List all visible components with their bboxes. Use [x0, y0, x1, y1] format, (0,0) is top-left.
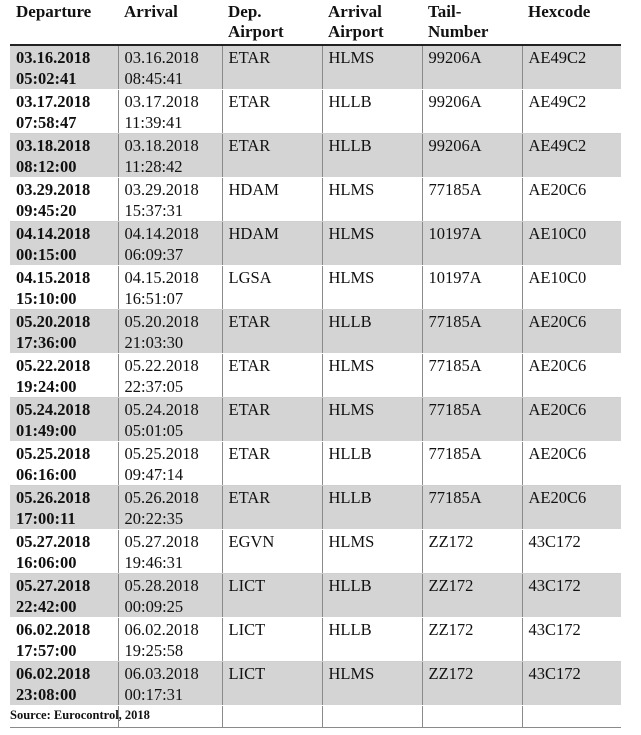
source-caption: Source: Eurocontrol, 2018: [10, 708, 150, 722]
cell-text: 43C172: [528, 664, 581, 683]
tail-number-cell: [422, 266, 522, 310]
cell-text: HLMS: [328, 532, 375, 551]
arrival-airport-cell: [322, 310, 422, 354]
cell-text: 05.25.2018: [16, 444, 91, 463]
tail-number-cell: [422, 45, 522, 90]
cell-text: HLLB: [328, 576, 372, 595]
departure-cell: [10, 222, 118, 266]
header-arrival: Arrival: [118, 0, 222, 45]
departure-cell: [10, 662, 118, 706]
tail-number-cell: [422, 178, 522, 222]
cell-text: 05.20.2018: [124, 312, 199, 331]
dep-airport-cell: [222, 398, 322, 442]
cell-text: 03.29.2018: [16, 180, 91, 199]
cell-text: 11:39:41: [124, 113, 183, 132]
cell-text: 09:47:14: [124, 465, 184, 484]
cell-text: AE20C6: [528, 180, 587, 199]
hexcode-cell: [522, 354, 621, 398]
departure-cell: [10, 178, 118, 222]
empty-cell: [222, 706, 322, 728]
cell-text: 05.24.2018: [124, 400, 199, 419]
cell-text: 03.16.2018: [124, 48, 199, 67]
flight-table: [10, 0, 621, 728]
table-row: [10, 486, 621, 530]
table-row: [10, 398, 621, 442]
cell-text: LGSA: [228, 268, 272, 287]
table-row: [10, 442, 621, 486]
tail-number-cell: [422, 486, 522, 530]
arrival-airport-cell: [322, 442, 422, 486]
hexcode-cell: [522, 310, 621, 354]
cell-text: 06.02.2018: [16, 620, 91, 639]
header-departure: Departure: [10, 0, 118, 45]
cell-text: ETAR: [228, 356, 271, 375]
departure-cell: [10, 354, 118, 398]
arrival-cell: [118, 354, 222, 398]
arrival-airport-cell: [322, 222, 422, 266]
tail-number-cell: [422, 530, 522, 574]
cell-text: 03.17.2018: [124, 92, 199, 111]
arrival-cell: [118, 266, 222, 310]
cell-text: 23:08:00: [16, 685, 77, 704]
cell-text: 77185A: [428, 180, 482, 199]
cell-text: 43C172: [528, 620, 581, 639]
departure-cell: [10, 266, 118, 310]
hexcode-cell: [522, 530, 621, 574]
tail-number-cell: [422, 90, 522, 134]
table-row: [10, 266, 621, 310]
arrival-airport-cell: [322, 90, 422, 134]
table-body: [10, 45, 621, 728]
cell-text: 05.27.2018: [16, 532, 91, 551]
cell-text: AE49C2: [528, 92, 587, 111]
cell-text: HLMS: [328, 48, 375, 67]
arrival-airport-cell: [322, 486, 422, 530]
cell-text: 19:46:31: [124, 553, 184, 572]
arrival-airport-cell: [322, 618, 422, 662]
dep-airport-cell: [222, 266, 322, 310]
arrival-airport-cell: [322, 266, 422, 310]
tail-number-cell: [422, 222, 522, 266]
cell-text: HLMS: [328, 664, 375, 683]
cell-text: 77185A: [428, 312, 482, 331]
cell-text: 43C172: [528, 576, 581, 595]
table-row: [10, 662, 621, 706]
cell-text: 21:03:30: [124, 333, 184, 352]
cell-text: AE20C6: [528, 400, 587, 419]
cell-text: 10197A: [428, 224, 482, 243]
empty-cell: [322, 706, 422, 728]
cell-text: 05:01:05: [124, 421, 184, 440]
cell-text: HLLB: [328, 312, 372, 331]
dep-airport-cell: [222, 662, 322, 706]
cell-text: 17:36:00: [16, 333, 77, 352]
cell-text: 06:16:00: [16, 465, 77, 484]
arrival-cell: [118, 442, 222, 486]
departure-cell: [10, 134, 118, 178]
cell-text: 06.02.2018: [124, 620, 199, 639]
cell-text: 06:09:37: [124, 245, 184, 264]
tail-number-cell: [422, 354, 522, 398]
cell-text: 03.18.2018: [16, 136, 91, 155]
cell-text: 03.29.2018: [124, 180, 199, 199]
empty-cell: [522, 706, 621, 728]
table-row: [10, 618, 621, 662]
cell-text: 03.16.2018: [16, 48, 91, 67]
header-tail-number: Tail- Number: [422, 0, 522, 45]
cell-text: 04.15.2018: [16, 268, 91, 287]
cell-text: HLLB: [328, 444, 372, 463]
dep-airport-cell: [222, 618, 322, 662]
table-row: [10, 574, 621, 618]
cell-text: 19:25:58: [124, 641, 184, 660]
cell-text: LICT: [228, 664, 266, 683]
cell-text: 00:15:00: [16, 245, 77, 264]
header-hexcode: Hexcode: [522, 0, 621, 45]
tail-number-cell: [422, 442, 522, 486]
cell-text: 99206A: [428, 136, 482, 155]
cell-text: ZZ172: [428, 620, 474, 639]
hexcode-cell: [522, 662, 621, 706]
cell-text: 05.27.2018: [124, 532, 199, 551]
table-row: [10, 45, 621, 90]
hexcode-cell: [522, 90, 621, 134]
cell-text: 19:24:00: [16, 377, 77, 396]
cell-text: 05.26.2018: [124, 488, 199, 507]
arrival-cell: [118, 574, 222, 618]
cell-text: HDAM: [228, 224, 279, 243]
cell-text: AE49C2: [528, 136, 587, 155]
departure-cell: [10, 574, 118, 618]
cell-text: 05.20.2018: [16, 312, 91, 331]
empty-cell: [422, 706, 522, 728]
header-dep-airport: Dep. Airport: [222, 0, 322, 45]
departure-cell: [10, 442, 118, 486]
dep-airport-cell: [222, 222, 322, 266]
cell-text: HLMS: [328, 268, 375, 287]
cell-text: ETAR: [228, 312, 271, 331]
table-row: [10, 530, 621, 574]
cell-text: 05.24.2018: [16, 400, 91, 419]
cell-text: ETAR: [228, 444, 271, 463]
arrival-cell: [118, 530, 222, 574]
cell-text: AE49C2: [528, 48, 587, 67]
cell-text: 09:45:20: [16, 201, 77, 220]
table-header-row: [10, 0, 621, 45]
hexcode-cell: [522, 442, 621, 486]
tail-number-cell: [422, 310, 522, 354]
arrival-airport-cell: [322, 574, 422, 618]
cell-text: 77185A: [428, 488, 482, 507]
cell-text: ETAR: [228, 136, 271, 155]
arrival-cell: [118, 310, 222, 354]
arrival-airport-cell: [322, 134, 422, 178]
departure-cell: [10, 310, 118, 354]
cell-text: 05.25.2018: [124, 444, 199, 463]
cell-text: HDAM: [228, 180, 279, 199]
dep-airport-cell: [222, 442, 322, 486]
cell-text: 05.22.2018: [124, 356, 199, 375]
cell-text: 06.02.2018: [16, 664, 91, 683]
arrival-airport-cell: [322, 354, 422, 398]
cell-text: HLLB: [328, 92, 372, 111]
cell-text: AE10C0: [528, 268, 587, 287]
cell-text: AE20C6: [528, 488, 587, 507]
dep-airport-cell: [222, 45, 322, 90]
cell-text: HLLB: [328, 136, 372, 155]
dep-airport-cell: [222, 178, 322, 222]
cell-text: 05.27.2018: [16, 576, 91, 595]
flight-table-container: [10, 0, 621, 728]
departure-cell: [10, 45, 118, 90]
arrival-cell: [118, 662, 222, 706]
dep-airport-cell: [222, 574, 322, 618]
arrival-airport-cell: [322, 398, 422, 442]
hexcode-cell: [522, 574, 621, 618]
cell-text: 99206A: [428, 48, 482, 67]
cell-text: AE10C0: [528, 224, 587, 243]
cell-text: 08:12:00: [16, 157, 77, 176]
cell-text: LICT: [228, 576, 266, 595]
table-row: [10, 178, 621, 222]
cell-text: 77185A: [428, 356, 482, 375]
cell-text: AE20C6: [528, 312, 587, 331]
cell-text: 08:45:41: [124, 69, 184, 88]
cell-text: 04.15.2018: [124, 268, 199, 287]
cell-text: 16:06:00: [16, 553, 77, 572]
tail-number-cell: [422, 662, 522, 706]
cell-text: 04.14.2018: [16, 224, 91, 243]
arrival-airport-cell: [322, 178, 422, 222]
cell-text: 77185A: [428, 400, 482, 419]
table-row: [10, 90, 621, 134]
arrival-airport-cell: [322, 45, 422, 90]
arrival-cell: [118, 398, 222, 442]
cell-text: 20:22:35: [124, 509, 184, 528]
tail-number-cell: [422, 398, 522, 442]
arrival-airport-cell: [322, 530, 422, 574]
table-row: [10, 222, 621, 266]
cell-text: HLLB: [328, 488, 372, 507]
cell-text: 00:09:25: [124, 597, 184, 616]
departure-cell: [10, 530, 118, 574]
cell-text: HLLB: [328, 620, 372, 639]
cell-text: 04.14.2018: [124, 224, 199, 243]
hexcode-cell: [522, 222, 621, 266]
arrival-airport-cell: [322, 662, 422, 706]
dep-airport-cell: [222, 354, 322, 398]
cell-text: 03.18.2018: [124, 136, 199, 155]
cell-text: 77185A: [428, 444, 482, 463]
cell-text: 99206A: [428, 92, 482, 111]
cell-text: ZZ172: [428, 532, 474, 551]
cell-text: 03.17.2018: [16, 92, 91, 111]
cell-text: 43C172: [528, 532, 581, 551]
arrival-cell: [118, 222, 222, 266]
cell-text: ZZ172: [428, 576, 474, 595]
cell-text: 15:37:31: [124, 201, 184, 220]
table-row: [10, 134, 621, 178]
departure-cell: [10, 398, 118, 442]
arrival-cell: [118, 134, 222, 178]
cell-text: 01:49:00: [16, 421, 77, 440]
dep-airport-cell: [222, 310, 322, 354]
hexcode-cell: [522, 266, 621, 310]
header-arrival-airport: Arrival Airport: [322, 0, 422, 45]
dep-airport-cell: [222, 134, 322, 178]
cell-text: ETAR: [228, 48, 271, 67]
cell-text: LICT: [228, 620, 266, 639]
arrival-cell: [118, 178, 222, 222]
cell-text: 17:57:00: [16, 641, 77, 660]
cell-text: 10197A: [428, 268, 482, 287]
cell-text: 05.28.2018: [124, 576, 199, 595]
hexcode-cell: [522, 398, 621, 442]
cell-text: 15:10:00: [16, 289, 77, 308]
arrival-cell: [118, 618, 222, 662]
cell-text: HLMS: [328, 356, 375, 375]
cell-text: 17:00:11: [16, 509, 76, 528]
departure-cell: [10, 618, 118, 662]
hexcode-cell: [522, 45, 621, 90]
cell-text: 00:17:31: [124, 685, 184, 704]
cell-text: HLMS: [328, 180, 375, 199]
dep-airport-cell: [222, 530, 322, 574]
hexcode-cell: [522, 178, 621, 222]
cell-text: ZZ172: [428, 664, 474, 683]
hexcode-cell: [522, 618, 621, 662]
departure-cell: [10, 90, 118, 134]
cell-text: ETAR: [228, 488, 271, 507]
cell-text: HLMS: [328, 400, 375, 419]
cell-text: 22:42:00: [16, 597, 77, 616]
cell-text: ETAR: [228, 92, 271, 111]
cell-text: HLMS: [328, 224, 375, 243]
cell-text: 05:02:41: [16, 69, 77, 88]
arrival-cell: [118, 486, 222, 530]
departure-cell: [10, 486, 118, 530]
dep-airport-cell: [222, 486, 322, 530]
dep-airport-cell: [222, 90, 322, 134]
table-row: [10, 310, 621, 354]
hexcode-cell: [522, 486, 621, 530]
cell-text: 11:28:42: [124, 157, 183, 176]
tail-number-cell: [422, 574, 522, 618]
cell-text: 06.03.2018: [124, 664, 199, 683]
cell-text: EGVN: [228, 532, 275, 551]
table-row: [10, 354, 621, 398]
hexcode-cell: [522, 134, 621, 178]
cell-text: 16:51:07: [124, 289, 184, 308]
tail-number-cell: [422, 618, 522, 662]
cell-text: AE20C6: [528, 444, 587, 463]
cell-text: 05.22.2018: [16, 356, 91, 375]
cell-text: AE20C6: [528, 356, 587, 375]
arrival-cell: [118, 90, 222, 134]
cell-text: 07:58:47: [16, 113, 77, 132]
tail-number-cell: [422, 134, 522, 178]
arrival-cell: [118, 45, 222, 90]
cell-text: 05.26.2018: [16, 488, 91, 507]
cell-text: ETAR: [228, 400, 271, 419]
cell-text: 22:37:05: [124, 377, 184, 396]
